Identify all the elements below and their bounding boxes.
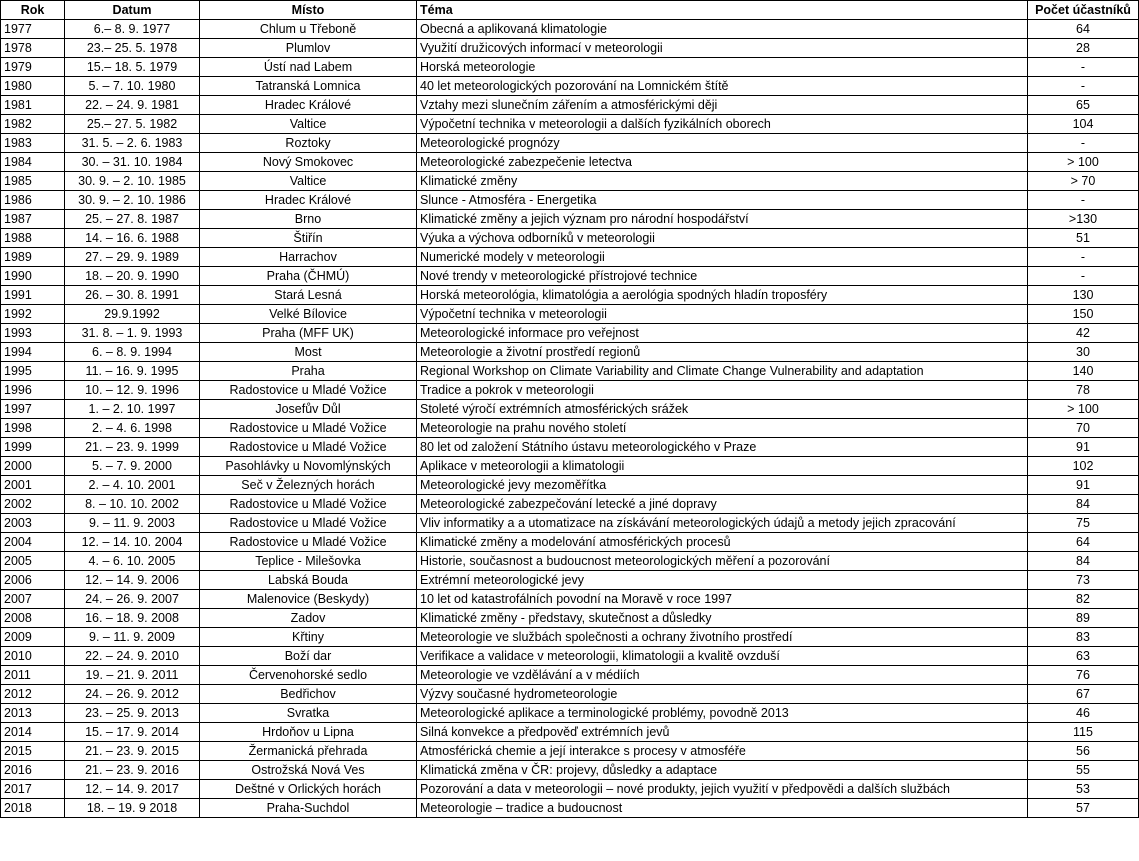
cell-participants: > 100: [1028, 153, 1139, 172]
cell-date: 27. – 29. 9. 1989: [65, 248, 200, 267]
cell-date: 23.– 25. 5. 1978: [65, 39, 200, 58]
cell-date: 15.– 18. 5. 1979: [65, 58, 200, 77]
cell-place: Radostovice u Mladé Vožice: [200, 381, 417, 400]
cell-topic: Meteorologie ve službách společnosti a ochrany životního prostředí: [417, 628, 1028, 647]
cell-participants: 130: [1028, 286, 1139, 305]
cell-date: 6. – 8. 9. 1994: [65, 343, 200, 362]
cell-place: Chlum u Třeboně: [200, 20, 417, 39]
cell-year: 1982: [1, 115, 65, 134]
cell-topic: Meteorologie na prahu nového století: [417, 419, 1028, 438]
table-row: [1, 229, 1139, 248]
cell-participants: -: [1028, 77, 1139, 96]
cell-topic: Horská meteorologie: [417, 58, 1028, 77]
cell-year: 1978: [1, 39, 65, 58]
cell-year: 1999: [1, 438, 65, 457]
column-header-topic: Téma: [417, 1, 1028, 20]
cell-place: Radostovice u Mladé Vožice: [200, 419, 417, 438]
cell-year: 1995: [1, 362, 65, 381]
cell-place: Teplice - Milešovka: [200, 552, 417, 571]
cell-topic: Meteorologické aplikace a terminologické problémy, povodně 2013: [417, 704, 1028, 723]
cell-participants: 42: [1028, 324, 1139, 343]
table-row: [1, 210, 1139, 229]
cell-year: 2004: [1, 533, 65, 552]
cell-place: Praha: [200, 362, 417, 381]
table-row: [1, 343, 1139, 362]
cell-place: Seč v Železných horách: [200, 476, 417, 495]
cell-place: Svratka: [200, 704, 417, 723]
cell-year: 1991: [1, 286, 65, 305]
cell-year: 1981: [1, 96, 65, 115]
cell-participants: 56: [1028, 742, 1139, 761]
cell-date: 12. – 14. 10. 2004: [65, 533, 200, 552]
cell-date: 14. – 16. 6. 1988: [65, 229, 200, 248]
cell-participants: 91: [1028, 438, 1139, 457]
table-row: [1, 153, 1139, 172]
cell-year: 1992: [1, 305, 65, 324]
cell-participants: 46: [1028, 704, 1139, 723]
cell-participants: 63: [1028, 647, 1139, 666]
cell-topic: 10 let od katastrofálních povodní na Moravě v roce 1997: [417, 590, 1028, 609]
cell-place: Praha (ČHMÚ): [200, 267, 417, 286]
cell-year: 2013: [1, 704, 65, 723]
cell-year: 1983: [1, 134, 65, 153]
cell-participants: 73: [1028, 571, 1139, 590]
cell-place: Hradec Králové: [200, 191, 417, 210]
cell-topic: Klimatická změna v ČR: projevy, důsledky a adaptace: [417, 761, 1028, 780]
cell-participants: -: [1028, 267, 1139, 286]
cell-participants: 76: [1028, 666, 1139, 685]
cell-place: Červenohorské sedlo: [200, 666, 417, 685]
cell-participants: -: [1028, 191, 1139, 210]
cell-date: 29.9.1992: [65, 305, 200, 324]
cell-participants: 64: [1028, 20, 1139, 39]
cell-date: 10. – 12. 9. 1996: [65, 381, 200, 400]
cell-place: Radostovice u Mladé Vožice: [200, 495, 417, 514]
cell-year: 2018: [1, 799, 65, 818]
cell-topic: Horská meteorológia, klimatológia a aerológia spodných hladín troposféry: [417, 286, 1028, 305]
cell-year: 2014: [1, 723, 65, 742]
cell-date: 5. – 7. 10. 1980: [65, 77, 200, 96]
cell-year: 2005: [1, 552, 65, 571]
column-header-participants: Počet účastníků: [1028, 1, 1139, 20]
table-row: [1, 552, 1139, 571]
cell-date: 21. – 23. 9. 1999: [65, 438, 200, 457]
cell-topic: Meteorologické zabezpečování letecké a jiné dopravy: [417, 495, 1028, 514]
cell-participants: 91: [1028, 476, 1139, 495]
cell-topic: Meteorologické zabezpečenie letectva: [417, 153, 1028, 172]
cell-place: Deštné v Orlických horách: [200, 780, 417, 799]
cell-year: 2000: [1, 457, 65, 476]
table-row: [1, 628, 1139, 647]
table-body: [1, 20, 1139, 818]
cell-date: 18. – 20. 9. 1990: [65, 267, 200, 286]
cell-participants: 51: [1028, 229, 1139, 248]
cell-year: 1997: [1, 400, 65, 419]
table-row: [1, 324, 1139, 343]
cell-place: Tatranská Lomnica: [200, 77, 417, 96]
cell-place: Valtice: [200, 115, 417, 134]
cell-participants: 53: [1028, 780, 1139, 799]
table-row: [1, 115, 1139, 134]
cell-topic: Tradice a pokrok v meteorologii: [417, 381, 1028, 400]
table-row: [1, 362, 1139, 381]
cell-topic: Výpočetní technika v meteorologii: [417, 305, 1028, 324]
cell-date: 30. – 31. 10. 1984: [65, 153, 200, 172]
cell-participants: 115: [1028, 723, 1139, 742]
cell-place: Praha-Suchdol: [200, 799, 417, 818]
table-row: [1, 381, 1139, 400]
column-header-date: Datum: [65, 1, 200, 20]
cell-topic: Numerické modely v meteorologii: [417, 248, 1028, 267]
cell-participants: 102: [1028, 457, 1139, 476]
cell-date: 22. – 24. 9. 2010: [65, 647, 200, 666]
cell-topic: Atmosférická chemie a její interakce s procesy v atmosféře: [417, 742, 1028, 761]
table-row: [1, 305, 1139, 324]
cell-topic: Silná konvekce a předpověď extrémních jevů: [417, 723, 1028, 742]
cell-date: 1. – 2. 10. 1997: [65, 400, 200, 419]
table-row: [1, 590, 1139, 609]
cell-topic: Meteorologie a životní prostředí regionů: [417, 343, 1028, 362]
cell-year: 2001: [1, 476, 65, 495]
cell-participants: 28: [1028, 39, 1139, 58]
cell-participants: -: [1028, 58, 1139, 77]
cell-place: Harrachov: [200, 248, 417, 267]
cell-date: 5. – 7. 9. 2000: [65, 457, 200, 476]
cell-participants: > 100: [1028, 400, 1139, 419]
cell-date: 11. – 16. 9. 1995: [65, 362, 200, 381]
cell-topic: Aplikace v meteorologii a klimatologii: [417, 457, 1028, 476]
cell-date: 18. – 19. 9 2018: [65, 799, 200, 818]
cell-place: Zadov: [200, 609, 417, 628]
table-row: [1, 704, 1139, 723]
cell-participants: 30: [1028, 343, 1139, 362]
cell-topic: Slunce - Atmosféra - Energetika: [417, 191, 1028, 210]
cell-year: 2007: [1, 590, 65, 609]
cell-year: 2016: [1, 761, 65, 780]
cell-year: 1985: [1, 172, 65, 191]
cell-year: 1993: [1, 324, 65, 343]
cell-topic: Pozorování a data v meteorologii – nové produkty, jejich využití v předpovědi a dalších službách: [417, 780, 1028, 799]
table-row: [1, 495, 1139, 514]
cell-place: Radostovice u Mladé Vožice: [200, 438, 417, 457]
cell-year: 2010: [1, 647, 65, 666]
cell-participants: 55: [1028, 761, 1139, 780]
cell-place: Valtice: [200, 172, 417, 191]
cell-participants: 64: [1028, 533, 1139, 552]
cell-year: 1977: [1, 20, 65, 39]
table-row: [1, 134, 1139, 153]
cell-place: Velké Bílovice: [200, 305, 417, 324]
cell-topic: Vliv informatiky a a utomatizace na získávání meteorologických údajů a metody jejich zpracování: [417, 514, 1028, 533]
column-header-place: Místo: [200, 1, 417, 20]
cell-topic: Využití družicových informací v meteorologii: [417, 39, 1028, 58]
cell-year: 2008: [1, 609, 65, 628]
table-row: [1, 172, 1139, 191]
cell-topic: Historie, současnost a budoucnost meteorologických měření a pozorování: [417, 552, 1028, 571]
cell-topic: Klimatické změny - představy, skutečnost a důsledky: [417, 609, 1028, 628]
cell-topic: Stoleté výročí extrémních atmosférických srážek: [417, 400, 1028, 419]
cell-year: 1980: [1, 77, 65, 96]
cell-year: 2003: [1, 514, 65, 533]
cell-participants: 70: [1028, 419, 1139, 438]
cell-place: Labská Bouda: [200, 571, 417, 590]
cell-place: Radostovice u Mladé Vožice: [200, 533, 417, 552]
table-row: [1, 77, 1139, 96]
cell-participants: 83: [1028, 628, 1139, 647]
cell-topic: 80 let od založení Státního ústavu meteorologického v Praze: [417, 438, 1028, 457]
table-row: [1, 400, 1139, 419]
cell-date: 31. 5. – 2. 6. 1983: [65, 134, 200, 153]
table-row: [1, 58, 1139, 77]
table-row: [1, 191, 1139, 210]
cell-topic: Verifikace a validace v meteorologii, klimatologii a kvalitě ovzduší: [417, 647, 1028, 666]
cell-participants: 65: [1028, 96, 1139, 115]
cell-topic: 40 let meteorologických pozorování na Lomnickém štítě: [417, 77, 1028, 96]
cell-date: 24. – 26. 9. 2007: [65, 590, 200, 609]
table-row: [1, 571, 1139, 590]
cell-topic: Regional Workshop on Climate Variability and Climate Change Vulnerability and adaptation: [417, 362, 1028, 381]
cell-year: 2009: [1, 628, 65, 647]
cell-date: 2. – 4. 10. 2001: [65, 476, 200, 495]
table-row: [1, 533, 1139, 552]
cell-participants: 82: [1028, 590, 1139, 609]
table-row: [1, 438, 1139, 457]
table-row: [1, 723, 1139, 742]
cell-place: Praha (MFF UK): [200, 324, 417, 343]
cell-place: Štiřín: [200, 229, 417, 248]
cell-place: Roztoky: [200, 134, 417, 153]
cell-year: 1988: [1, 229, 65, 248]
cell-place: Křtiny: [200, 628, 417, 647]
cell-place: Hradec Králové: [200, 96, 417, 115]
cell-participants: 67: [1028, 685, 1139, 704]
cell-place: Malenovice (Beskydy): [200, 590, 417, 609]
cell-place: Žermanická přehrada: [200, 742, 417, 761]
cell-year: 2015: [1, 742, 65, 761]
table-row: [1, 286, 1139, 305]
cell-place: Radostovice u Mladé Vožice: [200, 514, 417, 533]
cell-date: 8. – 10. 10. 2002: [65, 495, 200, 514]
table-row: [1, 647, 1139, 666]
cell-participants: 75: [1028, 514, 1139, 533]
cell-topic: Výzvy současné hydrometeorologie: [417, 685, 1028, 704]
cell-topic: Klimatické změny a jejich význam pro národní hospodářství: [417, 210, 1028, 229]
cell-date: 4. – 6. 10. 2005: [65, 552, 200, 571]
cell-topic: Vztahy mezi slunečním zářením a atmosférickými ději: [417, 96, 1028, 115]
table-row: [1, 780, 1139, 799]
table-row: [1, 457, 1139, 476]
cell-place: Ostrožská Nová Ves: [200, 761, 417, 780]
cell-date: 21. – 23. 9. 2016: [65, 761, 200, 780]
cell-topic: Meteorologie – tradice a budoucnost: [417, 799, 1028, 818]
cell-date: 15. – 17. 9. 2014: [65, 723, 200, 742]
cell-date: 9. – 11. 9. 2003: [65, 514, 200, 533]
cell-topic: Výpočetní technika v meteorologii a dalších fyzikálních oborech: [417, 115, 1028, 134]
column-header-year: Rok: [1, 1, 65, 20]
cell-date: 25.– 27. 5. 1982: [65, 115, 200, 134]
cell-year: 1984: [1, 153, 65, 172]
cell-place: Ústí nad Labem: [200, 58, 417, 77]
cell-place: Pasohlávky u Novomlýnských: [200, 457, 417, 476]
cell-topic: Nové trendy v meteorologické přístrojové technice: [417, 267, 1028, 286]
cell-place: Josefův Důl: [200, 400, 417, 419]
cell-topic: Meteorologické informace pro veřejnost: [417, 324, 1028, 343]
cell-topic: Meteorologické prognózy: [417, 134, 1028, 153]
cell-date: 25. – 27. 8. 1987: [65, 210, 200, 229]
table-row: [1, 20, 1139, 39]
cell-year: 2002: [1, 495, 65, 514]
cell-year: 1996: [1, 381, 65, 400]
cell-topic: Extrémní meteorologické jevy: [417, 571, 1028, 590]
table-row: [1, 685, 1139, 704]
table-row: [1, 609, 1139, 628]
table-header: [1, 1, 1139, 20]
cell-year: 2006: [1, 571, 65, 590]
cell-date: 6.– 8. 9. 1977: [65, 20, 200, 39]
cell-participants: -: [1028, 248, 1139, 267]
cell-participants: 57: [1028, 799, 1139, 818]
cell-place: Bedřichov: [200, 685, 417, 704]
cell-year: 2012: [1, 685, 65, 704]
cell-date: 2. – 4. 6. 1998: [65, 419, 200, 438]
table-row: [1, 39, 1139, 58]
table-row: [1, 761, 1139, 780]
cell-date: 30. 9. – 2. 10. 1985: [65, 172, 200, 191]
cell-participants: > 70: [1028, 172, 1139, 191]
cell-date: 22. – 24. 9. 1981: [65, 96, 200, 115]
table-row: [1, 514, 1139, 533]
table-row: [1, 419, 1139, 438]
cell-year: 1998: [1, 419, 65, 438]
table-row: [1, 96, 1139, 115]
cell-date: 24. – 26. 9. 2012: [65, 685, 200, 704]
cell-year: 1989: [1, 248, 65, 267]
cell-date: 19. – 21. 9. 2011: [65, 666, 200, 685]
cell-date: 12. – 14. 9. 2017: [65, 780, 200, 799]
cell-participants: >130: [1028, 210, 1139, 229]
cell-topic: Obecná a aplikovaná klimatologie: [417, 20, 1028, 39]
cell-year: 1994: [1, 343, 65, 362]
cell-year: 1979: [1, 58, 65, 77]
cell-place: Most: [200, 343, 417, 362]
table-row: [1, 267, 1139, 286]
cell-place: Stará Lesná: [200, 286, 417, 305]
cell-date: 23. – 25. 9. 2013: [65, 704, 200, 723]
cell-place: Nový Smokovec: [200, 153, 417, 172]
cell-date: 31. 8. – 1. 9. 1993: [65, 324, 200, 343]
cell-participants: 140: [1028, 362, 1139, 381]
cell-topic: Klimatické změny a modelování atmosférických procesů: [417, 533, 1028, 552]
cell-participants: 89: [1028, 609, 1139, 628]
cell-place: Hrdoňov u Lipna: [200, 723, 417, 742]
cell-place: Plumlov: [200, 39, 417, 58]
cell-participants: 84: [1028, 495, 1139, 514]
table-row: [1, 742, 1139, 761]
cell-date: 30. 9. – 2. 10. 1986: [65, 191, 200, 210]
cell-place: Boží dar: [200, 647, 417, 666]
cell-date: 21. – 23. 9. 2015: [65, 742, 200, 761]
cell-participants: -: [1028, 134, 1139, 153]
table-row: [1, 248, 1139, 267]
cell-year: 2011: [1, 666, 65, 685]
cell-date: 9. – 11. 9. 2009: [65, 628, 200, 647]
cell-year: 1987: [1, 210, 65, 229]
cell-participants: 150: [1028, 305, 1139, 324]
cell-topic: Meteorologie ve vzdělávání a v médiích: [417, 666, 1028, 685]
cell-date: 16. – 18. 9. 2008: [65, 609, 200, 628]
table-row: [1, 799, 1139, 818]
cell-topic: Klimatické změny: [417, 172, 1028, 191]
cell-participants: 104: [1028, 115, 1139, 134]
table-row: [1, 666, 1139, 685]
cell-year: 1986: [1, 191, 65, 210]
cell-date: 26. – 30. 8. 1991: [65, 286, 200, 305]
header-row: [1, 1, 1139, 20]
cell-year: 2017: [1, 780, 65, 799]
cell-year: 1990: [1, 267, 65, 286]
cell-date: 12. – 14. 9. 2006: [65, 571, 200, 590]
cell-place: Brno: [200, 210, 417, 229]
cell-topic: Meteorologické jevy mezoměřítka: [417, 476, 1028, 495]
cell-participants: 84: [1028, 552, 1139, 571]
cell-participants: 78: [1028, 381, 1139, 400]
table-row: [1, 476, 1139, 495]
cell-topic: Výuka a výchova odborníků v meteorologii: [417, 229, 1028, 248]
